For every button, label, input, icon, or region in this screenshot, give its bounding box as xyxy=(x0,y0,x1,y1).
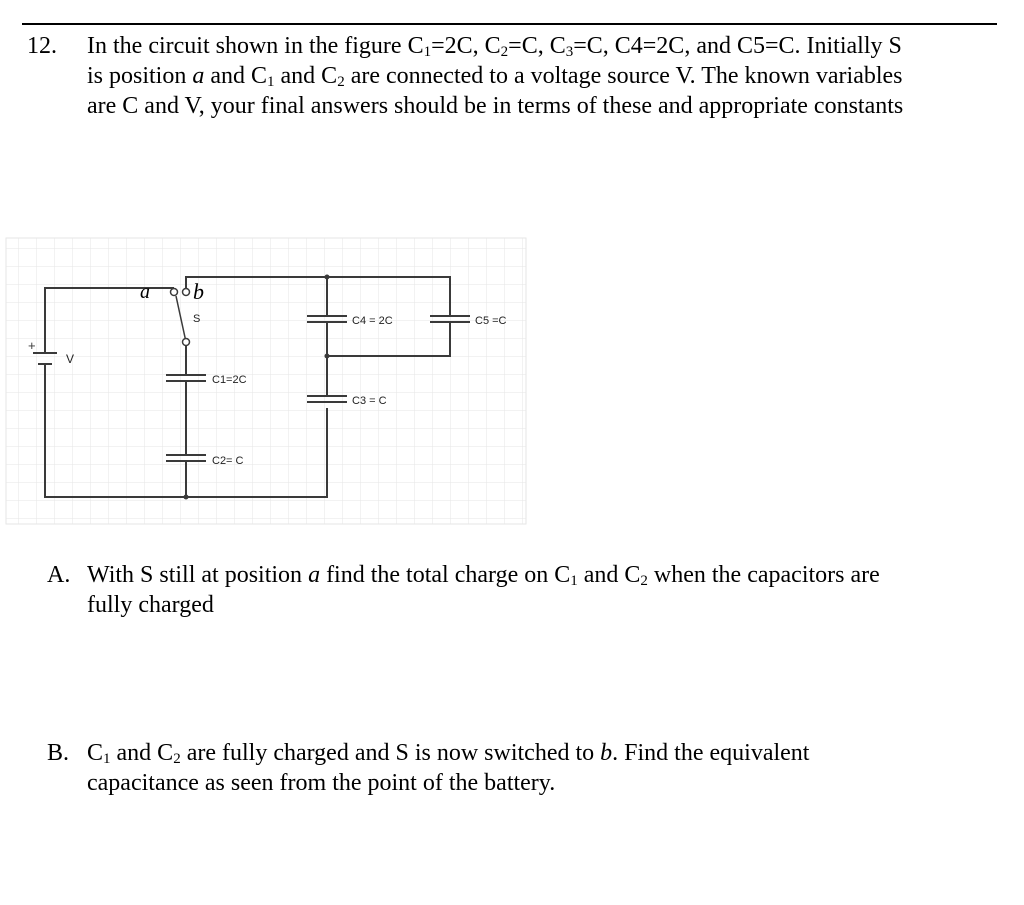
junction-dot xyxy=(325,275,330,280)
italic-run: b xyxy=(600,740,613,766)
part-b-label: B. xyxy=(47,740,70,766)
subscript: 1 xyxy=(103,751,111,767)
intro-line-3 xyxy=(87,91,992,121)
part-a-label: A. xyxy=(47,562,71,588)
part-a-line-2 xyxy=(87,590,880,620)
part-a-line-1 xyxy=(87,560,880,590)
battery-label: V xyxy=(66,352,75,366)
switch-terminal-a xyxy=(171,289,178,296)
subscript: 3 xyxy=(565,44,574,60)
text-run: and C xyxy=(204,63,268,89)
intro-line-1 xyxy=(87,31,992,61)
part-b-text xyxy=(87,738,809,798)
subscript: 2 xyxy=(500,44,509,60)
subscript: 1 xyxy=(570,573,578,589)
capacitor-c2-label: C2= C xyxy=(212,455,244,467)
text-run: find the total charge on C xyxy=(320,562,571,588)
text-run: =C, C xyxy=(508,33,566,59)
circuit-figure xyxy=(0,230,530,530)
question-intro xyxy=(87,31,992,121)
junction-dot xyxy=(325,354,330,359)
capacitor-c3-label: C3 = C xyxy=(352,395,387,407)
capacitor-c5-label: C5 =C xyxy=(475,315,507,327)
text-run: fully charged xyxy=(87,592,214,618)
text-run: when the capacitors are xyxy=(647,562,880,588)
subscript: 2 xyxy=(337,74,345,90)
capacitor-c1-label: C1=2C xyxy=(212,374,247,386)
subscript: 2 xyxy=(173,751,181,767)
subscript: 2 xyxy=(640,573,648,589)
text-run: With S still at position xyxy=(87,562,309,588)
part-b-line-2 xyxy=(87,768,809,798)
text-run: and C xyxy=(274,63,338,89)
grid-background xyxy=(6,238,526,524)
text-run: =2C, C xyxy=(431,33,501,59)
capacitor-c4-label: C4 = 2C xyxy=(352,315,393,327)
text-run: . Find the equivalent xyxy=(612,740,810,766)
text-run: =C, C4=2C, and C5=C. Initially S xyxy=(573,33,902,59)
battery-plus-sign: + xyxy=(28,338,36,353)
switch-pivot xyxy=(183,339,190,346)
part-b-line-1 xyxy=(87,738,809,768)
subscript: 1 xyxy=(423,44,432,60)
text-run: C xyxy=(87,740,104,766)
text-run: are C and V, your final answers should be in terms of these and appropriate constants xyxy=(87,93,904,119)
text-run: are fully charged and S is now switched to xyxy=(180,740,601,766)
question-number: 12. xyxy=(27,33,57,59)
part-b xyxy=(47,738,987,800)
text-run: and C xyxy=(577,562,641,588)
text-run: are connected to a voltage source V. The known variables xyxy=(344,63,903,89)
switch-label: S xyxy=(193,313,201,325)
junction-dot xyxy=(184,495,189,500)
text-run: capacitance as seen from the point of the battery. xyxy=(87,770,556,796)
terminal-b-label: b xyxy=(193,279,204,304)
text-run: In the circuit shown in the figure C xyxy=(87,33,424,59)
terminal-a-label: a xyxy=(140,281,150,303)
intro-line-2 xyxy=(87,61,992,91)
italic-run: a xyxy=(192,63,205,89)
italic-run: a xyxy=(308,562,321,588)
text-run: and C xyxy=(110,740,174,766)
text-run: is position xyxy=(87,63,193,89)
switch-terminal-b xyxy=(183,289,190,296)
part-a xyxy=(47,560,987,622)
part-a-text xyxy=(87,560,880,620)
top-rule xyxy=(22,23,997,25)
subscript: 1 xyxy=(267,74,275,90)
